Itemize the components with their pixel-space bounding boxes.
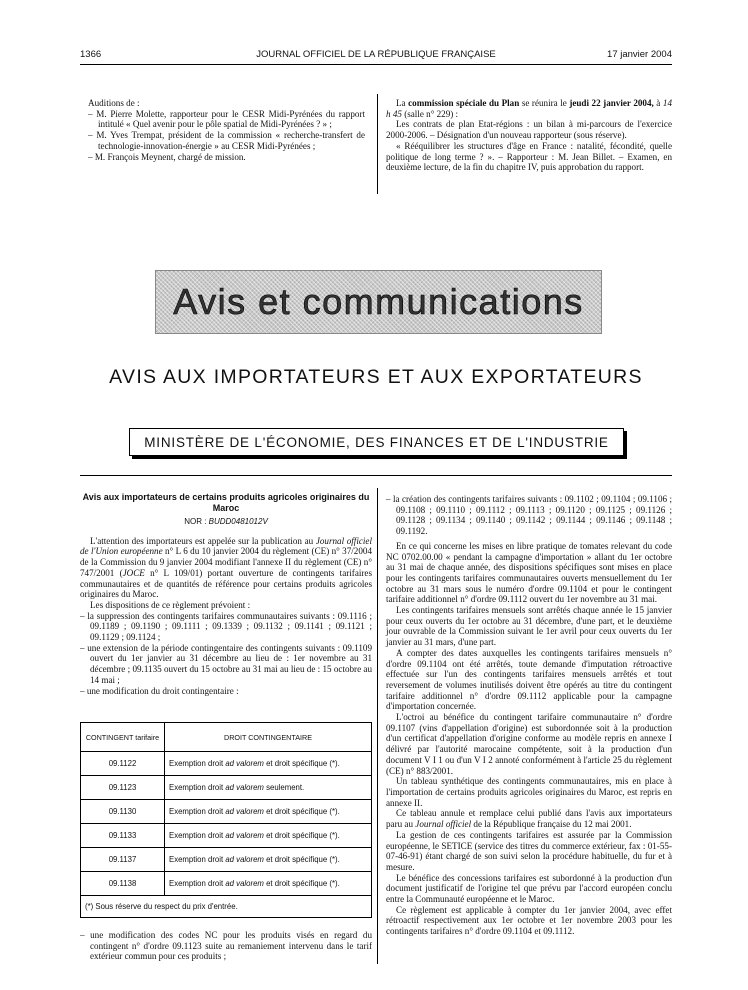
section-banner (155, 270, 602, 334)
article-dash-item: – la suppression des contingents tarifaires communautaires suivants : 09.1116 ; 09.1189 ; 09.1190 ; 09.1111 ; 09.1339 ; 09.1132 ; 09.1141 ; 09.1121 ; 09.1129 ; 09.1124 ; (80, 610, 372, 643)
article-paragraph: Un tableau synthétique des contingents communautaires, mis en place à l'importation de certains produits agricoles originaires du Maroc, est repris en annexe II. (386, 776, 672, 808)
agenda-item: Les contrats de plan Etat-régions : un bilan à mi-parcours de l'exercice 2000-2006. – Désignation d'un nouveau rapporteur (sous réserve). (386, 119, 672, 141)
quota-code: 09.1123 (81, 776, 165, 800)
table-row (81, 848, 372, 872)
quota-duty: Exemption droit ad valorem seulement. (165, 776, 372, 800)
table-footnote-row (81, 896, 372, 918)
header-rule (80, 64, 672, 65)
ministry-box (129, 428, 624, 456)
article-paragraph: L'attention des importateurs est appelée sur la publication au Journal officiel de l'Union européenne n° L 6 du 10 janvier 2004 du règlement (CE) n° 37/2004 de la Commission du 9 janvier 2004 modifiant l'annexe II du règlement (CE) n° 747/2001 (JOCE n° L 109/01) portant ouverture de contingents tarifaires communautaires et de quantités de référence pour certains produits agricoles originaires du Maroc. (80, 535, 372, 600)
article-paragraph: En ce qui concerne les mises en libre pratique de tomates relevant du code NC 0702.00.00 « pendant la campagne d'importation » allant du 1er octobre au 31 mai de chaque année, des dispositions spécifiques sont mises en place pour les contingents tarifaires communautaires ouverts mensuellement du 1er octobre au 31 mars sous le numéro d'ordre 09.1104 et pour le contingent tarifaire additionnel n° d'ordre 09.1112 ouvert du 1er novembre au 31 mai. (386, 540, 672, 605)
article-dash-item: – la création des contingents tarifaires suivants : 09.1102 ; 09.1104 ; 09.1106 ; 09.1108 ; 09.1110 ; 09.1112 ; 09.1113 ; 09.1120 ; 09.1125 ; 09.1126 ; 09.1128 ; 09.1134 ; 09.1140 ; 09.1142 ; 09.1144 ; 09.1146 ; 09.1148 ; 09.1192. (386, 494, 672, 537)
table-row (81, 872, 372, 896)
audition-item: – M. Pierre Molette, rapporteur pour le CESR Midi-Pyrénées du rapport intitulé « Quel avenir pour le pôle spatial de Midi-Pyrénées ? » ; (88, 108, 365, 130)
page-header (80, 49, 672, 63)
table-row (81, 776, 372, 800)
quota-code: 09.1130 (81, 800, 165, 824)
article-left-continued (80, 930, 372, 962)
article-paragraph: Ce règlement est applicable à compter du 1er janvier 2004, avec effet rétroactif respectivement aux 1er octobre et 1er novembre 2003 pour les contingents tarifaires n° d'ordre 09.1104 et 09.1112. (386, 904, 672, 937)
article-paragraph: Le bénéfice des concessions tarifaires est subordonné à la production d'un document justificatif de l'origine tel que prévu par l'accord européen conclu entre la Communauté européenne et le Maroc. (386, 872, 672, 905)
article-paragraph: Les dispositions de ce règlement prévoient : (90, 599, 251, 610)
banner-title: Avis et communications (173, 281, 584, 322)
column-divider (377, 488, 378, 964)
audition-item: – M. François Meynent, chargé de mission. (88, 151, 246, 162)
quota-code: 09.1133 (81, 824, 165, 848)
quota-duty: Exemption droit ad valorem et droit spécifique (*). (165, 872, 372, 896)
commission-meeting: La commission spéciale du Plan se réunira le jeudi 22 janvier 2004, à 14 h 45 (salle n° 229) : (386, 98, 672, 119)
article-paragraph: A compter des dates auxquelles les contingents tarifaires mensuels n° d'ordre 09.1104 ont été arrêtés, toute demande d'imputation rétroactive effectuée sur l'un des contingents tarifaires mensuels arrêtés et tout reversement de volumes inutilisés doivent être opérés au titre du contingent tarifaire additionnel n° d'ordre 09.1112 applicable pour la campagne d'importation concernée. (386, 647, 672, 712)
table-header-row (81, 723, 372, 752)
column-header: CONTINGENT tarifaire (81, 723, 165, 752)
article-right-column (386, 494, 672, 937)
article-paragraph: Ce tableau annule et remplace celui publié dans l'avis aux importateurs paru au Journal officiel de la République française du 12 mai 2001. (386, 808, 672, 830)
quota-code: 09.1138 (81, 872, 165, 896)
page-number: 1366 (80, 49, 102, 60)
agenda-item: « Rééquilibrer les structures d'âge en France : natalité, fécondité, quelle politique de long terme ? ». – Rapporteur : M. Jean Billet. – Examen, en deuxième lecture, de la fin du chapitre IV, puis approbation du rapport. (386, 140, 672, 173)
audition-item: – M. Yves Trempat, président de la commission « recherche-transfert de technologie-innovation-énergie » au CESR Midi-Pyrénées ; (88, 130, 365, 151)
article-paragraph: La gestion de ces contingents tarifaires est assurée par la Commission européenne, le SETICE (service des titres du commerce extérieur, fax : 01-55-07-46-91) étant chargé de son suivi selon la procédure habituelle, du fur et à mesure. (386, 829, 672, 872)
article-dash-item: – une modification du droit contingentaire : (80, 685, 239, 696)
quota-duty: Exemption droit ad valorem et droit spécifique (*). (165, 848, 372, 872)
article-left-column (80, 492, 372, 696)
quota-code: 09.1122 (81, 752, 165, 776)
article-paragraph: L'octroi au bénéfice du contingent tarifaire communautaire n° d'ordre 09.1107 (vins d'appellation d'origine) est subordonnée soit à la production d'un certificat d'appellation d'origine conforme au modèle repris en annexe I délivré par l'autorité marocaine compétente, soit à la production d'un document V I 1 ou d'un V I 2 annoté conformément à l'article 25 du règlement (CE) n° 883/2001. (386, 712, 672, 776)
column-divider (377, 94, 378, 194)
quota-code: 09.1137 (81, 848, 165, 872)
table-footnote: (*) Sous réserve du respect du prix d'entrée. (81, 896, 372, 918)
section-title: AVIS AUX IMPORTATEURS ET AUX EXPORTATEURS (109, 366, 643, 388)
article-dash-item: – une extension de la période contingentaire des contingents suivants : 09.1109 ouvert du 1er janvier au 31 décembre au lieu de : 1er novembre au 31 décembre ; 09.1135 ouvert du 15 octobre au 31 mai au lieu de : 15 octobre au 14 mai ; (80, 642, 372, 685)
table-row (81, 800, 372, 824)
ministry-rule (80, 475, 672, 476)
article-paragraph: Les contingents tarifaires mensuels sont arrêtés chaque année le 15 janvier pour ceux ouverts du 1er octobre au 31 décembre, d'une part, et le deuxième jour ouvrable de la Commission suivant le 1er avril pour ceux ouverts du 1er janvier au 31 mars, d'une part. (386, 605, 672, 648)
ministry-name: MINISTÈRE DE L'ÉCONOMIE, DES FINANCES ET DE L'INDUSTRIE (144, 434, 609, 450)
auditions-heading: Auditions de : (88, 98, 140, 108)
column-header: DROIT CONTINGENTAIRE (165, 723, 372, 752)
article-dash-item: – une modification des codes NC pour les produits visés en regard du contingent n° d'ordre 09.1123 suite au remaniement intervenu dans le tarif extérieur commun pour ces produits ; (80, 930, 372, 962)
table-row (81, 752, 372, 776)
quota-duty: Exemption droit ad valorem et droit spécifique (*). (165, 824, 372, 848)
auditions-block (88, 98, 365, 162)
quota-duty: Exemption droit ad valorem et droit spécifique (*). (165, 800, 372, 824)
issue-date: 17 janvier 2004 (607, 49, 672, 60)
journal-title: JOURNAL OFFICIEL DE LA RÉPUBLIQUE FRANÇAISE (256, 49, 496, 60)
table-row (81, 824, 372, 848)
nor-reference: NOR : BUDD0481012V (184, 517, 268, 526)
commission-block (386, 98, 672, 173)
article-title: Avis aux importateurs de certains produits agricoles originaires du Maroc (82, 492, 370, 513)
quota-table (80, 722, 372, 918)
quota-duty: Exemption droit ad valorem et droit spécifique (*). (165, 752, 372, 776)
